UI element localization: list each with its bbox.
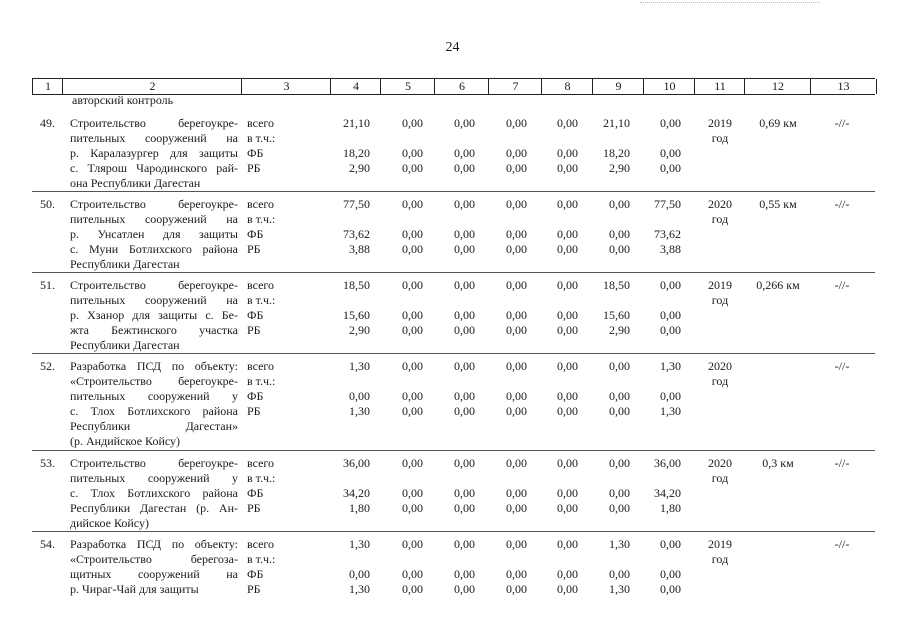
amount-federal: 34,20 [654,486,681,500]
amount-regional: 0,00 [506,323,527,337]
funding-source-label: в т.ч.: [247,131,276,145]
continuation-text: авторский контроль [72,93,174,107]
amount-regional: 0,00 [402,501,423,515]
funding-source-label: в т.ч.: [247,212,276,226]
object-description [70,197,238,272]
amount-regional: 0,00 [557,404,578,418]
description-line: Строительство берегоукре- [70,197,238,211]
scan-artifact [640,2,820,7]
amount-total: 1,30 [349,359,370,373]
completion-year: 2019 [708,278,732,292]
column-header-2: 2 [62,79,242,94]
description-line: Строительство берегоукре- [70,456,238,470]
amount-total: 0,00 [402,278,423,292]
description-line: с. Тлох Ботлихского района [70,404,238,418]
amount-regional: 1,30 [609,582,630,596]
amount-regional: 0,00 [660,323,681,337]
amount-federal: 0,00 [402,146,423,160]
row-number: 49. [40,116,55,130]
amount-total: 21,10 [343,116,370,130]
completion-year: 2019 [708,116,732,130]
object-length: 0,266 км [756,278,800,292]
note-ditto: -//- [834,278,850,292]
amount-federal: 0,00 [609,567,630,581]
amount-regional: 0,00 [454,404,475,418]
amount-total: 18,50 [343,278,370,292]
amount-regional: 2,90 [609,323,630,337]
year-unit: год [711,374,729,388]
year-unit: год [711,552,729,566]
amount-federal: 0,00 [557,567,578,581]
amount-total: 0,00 [506,116,527,130]
amount-federal: 0,00 [557,308,578,322]
amount-regional: 0,00 [402,582,423,596]
amount-total: 18,50 [603,278,630,292]
completion-year: 2020 [708,197,732,211]
amount-regional: 1,30 [349,582,370,596]
description-line: Республики Дагестан» [70,419,238,433]
funding-source-label: РБ [247,501,261,515]
description-line: с. Тлох Ботлихского района [70,486,238,500]
row-number: 52. [40,359,55,373]
amount-regional: 0,00 [454,323,475,337]
funding-source-label: РБ [247,323,261,337]
amount-federal: 0,00 [660,146,681,160]
column-header-4: 4 [330,79,381,94]
funding-source-label: всего [247,197,275,211]
description-line: р. Чираг-Чай для защиты [70,582,199,596]
amount-total: 0,00 [402,197,423,211]
funding-source-label: всего [247,278,275,292]
description-line: дийское Койсу) [70,516,149,530]
row-separator [32,450,875,451]
description-line: Республики Дагестан [70,338,180,352]
amount-federal: 0,00 [402,567,423,581]
completion-year: 2020 [708,456,732,470]
funding-source-label: всего [247,456,275,470]
year-unit: год [711,471,729,485]
amount-total: 0,00 [506,278,527,292]
note-ditto: -//- [834,197,850,211]
amount-federal: 0,00 [506,567,527,581]
description-line: «Строительство берегоукре- [70,374,238,388]
amount-total: 0,00 [660,278,681,292]
amount-total: 0,00 [557,359,578,373]
amount-total: 0,00 [506,359,527,373]
amount-total: 0,00 [506,537,527,551]
funding-source-label: ФБ [247,146,264,160]
amount-regional: 3,88 [660,242,681,256]
funding-source-label: ФБ [247,227,264,241]
description-line: Строительство берегоукре- [70,116,238,130]
funding-source-label: в т.ч.: [247,374,276,388]
funding-source-label: всего [247,116,275,130]
amount-federal: 0,00 [454,146,475,160]
amount-federal: 0,00 [402,389,423,403]
amount-regional: 1,80 [349,501,370,515]
amount-federal: 0,00 [506,486,527,500]
amount-total: 0,00 [454,197,475,211]
amount-federal: 0,00 [557,146,578,160]
amount-total: 0,00 [609,456,630,470]
year-unit: год [711,212,729,226]
completion-year: 2020 [708,359,732,373]
amount-total: 0,00 [557,278,578,292]
object-description [70,278,238,353]
description-line: Строительство берегоукре- [70,278,238,292]
description-line: пительных сооружений у [70,389,238,403]
column-header-13: 13 [810,79,877,94]
amount-regional: 0,00 [454,242,475,256]
amount-federal: 34,20 [343,486,370,500]
funding-source-label: в т.ч.: [247,293,276,307]
amount-federal: 0,00 [557,227,578,241]
description-line: Республики Дагестан (р. Ан- [70,501,238,515]
description-line: Республики Дагестан [70,257,180,271]
object-description [70,359,238,449]
amount-federal: 0,00 [454,567,475,581]
funding-source-label: РБ [247,161,261,175]
object-description [70,456,238,531]
column-header-1: 1 [32,79,63,94]
amount-total: 0,00 [454,537,475,551]
year-unit: год [711,293,729,307]
note-ditto: -//- [834,456,850,470]
amount-federal: 0,00 [557,389,578,403]
row-separator [32,531,875,532]
amount-federal: 0,00 [506,389,527,403]
amount-regional: 0,00 [454,582,475,596]
column-header-5: 5 [380,79,435,94]
funding-source-label: всего [247,537,275,551]
column-header-6: 6 [434,79,489,94]
amount-regional: 0,00 [609,501,630,515]
page-number: 24 [445,40,460,55]
amount-federal: 0,00 [660,567,681,581]
amount-regional: 3,88 [349,242,370,256]
amount-federal: 0,00 [557,486,578,500]
row-separator [32,353,875,354]
amount-total: 21,10 [603,116,630,130]
description-line: р. Каралазургер для защиты [70,146,238,160]
description-line: с. Муни Ботлихского района [70,242,238,256]
amount-federal: 0,00 [349,389,370,403]
amount-regional: 2,90 [609,161,630,175]
description-line: Разработка ПСД по объекту: [70,537,238,551]
completion-year: 2019 [708,537,732,551]
amount-total: 1,30 [349,537,370,551]
funding-source-label: РБ [247,582,261,596]
description-line: (р. Андийское Койсу) [70,434,181,448]
note-ditto: -//- [834,116,850,130]
amount-federal: 0,00 [660,308,681,322]
amount-regional: 0,00 [402,242,423,256]
amount-federal: 18,20 [343,146,370,160]
amount-regional: 0,00 [609,404,630,418]
amount-total: 1,30 [609,537,630,551]
amount-federal: 0,00 [402,308,423,322]
amount-federal: 0,00 [402,486,423,500]
amount-federal: 0,00 [609,486,630,500]
amount-regional: 0,00 [660,161,681,175]
amount-federal: 73,62 [654,227,681,241]
amount-federal: 0,00 [454,227,475,241]
amount-federal: 0,00 [349,567,370,581]
amount-regional: 2,90 [349,323,370,337]
amount-federal: 0,00 [454,486,475,500]
description-line: жта Бежтинского участка [70,323,238,337]
object-length: 0,3 км [762,456,794,470]
funding-source-label: ФБ [247,567,264,581]
amount-total: 36,00 [343,456,370,470]
row-separator [32,272,875,273]
amount-federal: 15,60 [343,308,370,322]
description-line: она Республики Дагестан [70,176,201,190]
amount-regional: 1,30 [349,404,370,418]
amount-total: 77,50 [654,197,681,211]
amount-federal: 0,00 [609,227,630,241]
note-ditto: -//- [834,359,850,373]
amount-federal: 0,00 [506,308,527,322]
column-header-7: 7 [488,79,542,94]
funding-source-label: в т.ч.: [247,552,276,566]
amount-total: 0,00 [660,537,681,551]
amount-regional: 1,30 [660,404,681,418]
row-separator [32,191,875,192]
column-header-9: 9 [592,79,644,94]
description-line: с. Тлярош Чародинского рай- [70,161,238,175]
amount-regional: 0,00 [609,242,630,256]
amount-total: 0,00 [402,359,423,373]
amount-total: 0,00 [609,359,630,373]
amount-total: 0,00 [454,359,475,373]
funding-source-label: РБ [247,242,261,256]
amount-total: 0,00 [557,456,578,470]
amount-regional: 0,00 [402,161,423,175]
amount-regional: 0,00 [557,501,578,515]
amount-regional: 0,00 [557,161,578,175]
amount-federal: 0,00 [454,308,475,322]
funding-source-label: ФБ [247,308,264,322]
amount-total: 36,00 [654,456,681,470]
amount-total: 1,30 [660,359,681,373]
amount-regional: 0,00 [454,501,475,515]
description-line: пительных сооружений у [70,471,238,485]
amount-regional: 0,00 [506,242,527,256]
amount-federal: 0,00 [402,227,423,241]
object-length: 0,69 км [759,116,797,130]
amount-total: 0,00 [402,456,423,470]
amount-total: 0,00 [402,537,423,551]
amount-regional: 0,00 [402,323,423,337]
funding-source-label: ФБ [247,486,264,500]
amount-total: 77,50 [343,197,370,211]
amount-federal: 15,60 [603,308,630,322]
row-number: 54. [40,537,55,551]
funding-source-label: всего [247,359,275,373]
amount-federal: 0,00 [506,227,527,241]
year-unit: год [711,131,729,145]
description-line: пительных сооружений на [70,131,238,145]
amount-total: 0,00 [454,278,475,292]
amount-federal: 18,20 [603,146,630,160]
amount-total: 0,00 [609,197,630,211]
funding-source-label: РБ [247,404,261,418]
amount-total: 0,00 [506,456,527,470]
amount-total: 0,00 [402,116,423,130]
amount-regional: 0,00 [402,404,423,418]
amount-regional: 0,00 [454,161,475,175]
amount-total: 0,00 [454,116,475,130]
description-line: пительных сооружений на [70,293,238,307]
amount-regional: 0,00 [506,404,527,418]
amount-regional: 0,00 [660,582,681,596]
amount-regional: 0,00 [557,242,578,256]
column-header-3: 3 [241,79,331,94]
amount-total: 0,00 [557,197,578,211]
row-number: 50. [40,197,55,211]
column-header-11: 11 [694,79,745,94]
description-line: р. Хзанор для защиты с. Бе- [70,308,238,322]
row-number: 51. [40,278,55,292]
description-line: р. Унсатлен для защиты [70,227,238,241]
amount-regional: 0,00 [506,582,527,596]
amount-regional: 2,90 [349,161,370,175]
amount-regional: 1,80 [660,501,681,515]
amount-federal: 0,00 [609,389,630,403]
column-header-12: 12 [744,79,811,94]
column-header-10: 10 [643,79,695,94]
amount-total: 0,00 [454,456,475,470]
amount-federal: 0,00 [506,146,527,160]
amount-total: 0,00 [660,116,681,130]
note-ditto: -//- [834,537,850,551]
amount-regional: 0,00 [506,161,527,175]
amount-federal: 73,62 [343,227,370,241]
amount-total: 0,00 [557,116,578,130]
amount-total: 0,00 [557,537,578,551]
description-line: пительных сооружений на [70,212,238,226]
amount-total: 0,00 [506,197,527,211]
funding-source-label: в т.ч.: [247,471,276,485]
description-line: щитных сооружений на [70,567,238,581]
column-header-8: 8 [541,79,593,94]
amount-federal: 0,00 [660,389,681,403]
object-length: 0,55 км [759,197,797,211]
funding-source-label: ФБ [247,389,264,403]
row-number: 53. [40,456,55,470]
amount-regional: 0,00 [557,582,578,596]
description-line: «Строительство берегоза- [70,552,238,566]
amount-regional: 0,00 [557,323,578,337]
amount-regional: 0,00 [506,501,527,515]
object-description [70,116,238,191]
amount-federal: 0,00 [454,389,475,403]
description-line: Разработка ПСД по объекту: [70,359,238,373]
object-description [70,537,238,597]
